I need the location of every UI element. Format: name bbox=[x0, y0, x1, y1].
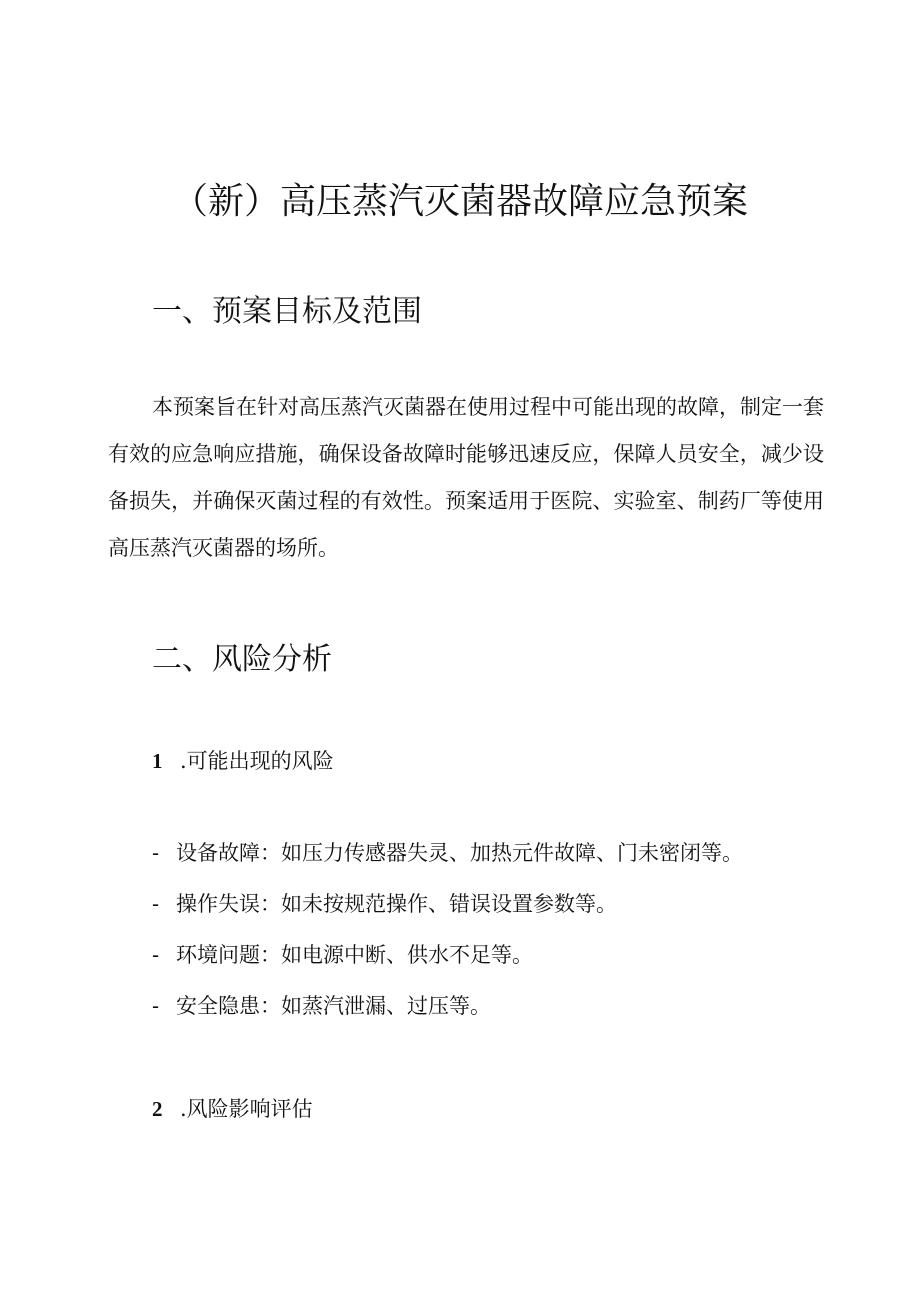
section-heading-goals: 一、预案目标及范围 bbox=[152, 294, 422, 329]
list-item-text: 操作失误：如未按规范操作、错误设置参数等。 bbox=[176, 892, 617, 916]
list-item-text: 环境问题：如电源中断、供水不足等。 bbox=[176, 943, 533, 967]
bullet-dash: - bbox=[152, 892, 160, 916]
bullet-dash: - bbox=[152, 841, 160, 865]
subsection-label: .风险影响评估 bbox=[180, 1097, 313, 1121]
bullet-dash: - bbox=[152, 943, 160, 967]
list-item bbox=[152, 838, 743, 889]
subsection-heading-possible-risks bbox=[152, 746, 334, 776]
subsection-number: 1 bbox=[152, 749, 163, 773]
list-item-text: 安全隐患：如蒸汽泄漏、过压等。 bbox=[176, 994, 491, 1018]
bullet-dash: - bbox=[152, 994, 160, 1018]
document-title: （新）高压蒸汽灭菌器故障应急预案 bbox=[171, 181, 748, 222]
list-item bbox=[152, 940, 743, 991]
list-item bbox=[152, 889, 743, 940]
subsection-label: .可能出现的风险 bbox=[180, 749, 334, 773]
section-paragraph-goals: 本预案旨在针对高压蒸汽灭菌器在使用过程中可能出现的故障，制定一套有效的应急响应措施，确保设备故障时能够迅速反应，保障人员安全，减少设备损失，并确保灭菌过程的有效性。预案适用于医院、实验室、制药厂等使用高压蒸汽灭菌器的场所。 bbox=[108, 395, 824, 560]
section-heading-risk-analysis: 二、风险分析 bbox=[152, 642, 332, 677]
subsection-number: 2 bbox=[152, 1097, 163, 1121]
list-item bbox=[152, 991, 743, 1042]
list-item-text: 设备故障：如压力传感器失灵、加热元件故障、门未密闭等。 bbox=[176, 841, 743, 865]
risk-list bbox=[152, 838, 743, 1042]
subsection-heading-impact-assessment bbox=[152, 1094, 313, 1124]
